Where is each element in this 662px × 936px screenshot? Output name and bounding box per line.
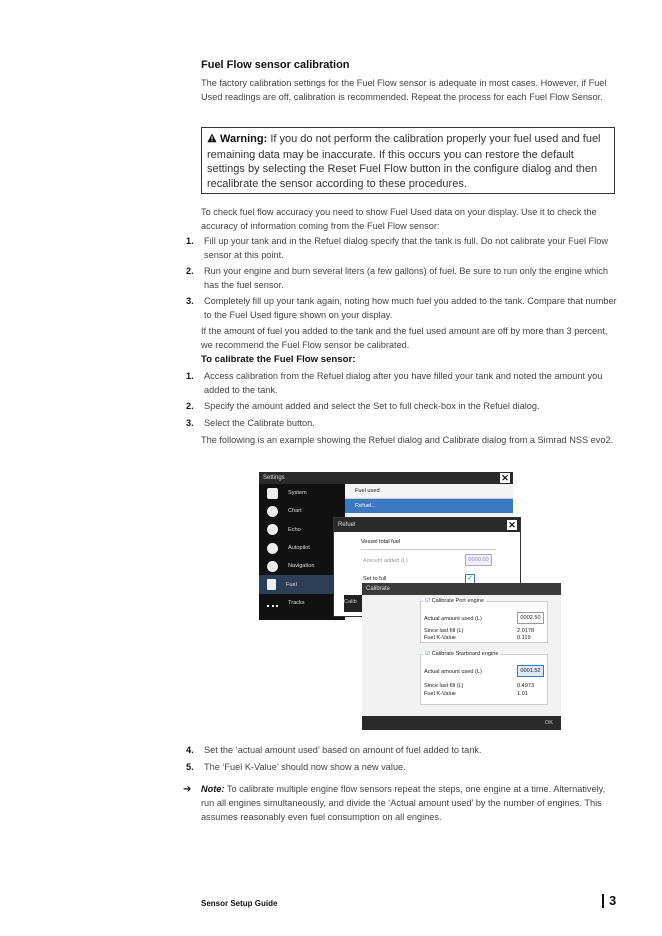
port-actual-label: Actual amount used (L): [424, 616, 482, 622]
refuel-group-label: Vessel total fuel: [361, 539, 401, 545]
amount-added-input[interactable]: 0000.00: [465, 554, 492, 566]
close-icon[interactable]: ✕: [508, 520, 516, 530]
globe-icon: [267, 506, 278, 517]
list-item: 1. Access calibration from the Refuel dialog after you have filled your tank and noted the amount you added to the tank.: [186, 371, 603, 395]
arrow-right-icon: ➔: [183, 784, 192, 795]
ok-button[interactable]: OK: [544, 720, 553, 726]
sidebar-item-autopilot[interactable]: Autopilot: [259, 539, 345, 557]
port-engine-group: [420, 598, 548, 643]
tracks-icon: [267, 599, 278, 607]
starboard-since-label: Since last fill (L): [424, 683, 464, 689]
panel-item-fuel-used[interactable]: Fuel used: [345, 484, 513, 499]
port-actual-input[interactable]: 0002.50: [517, 612, 544, 624]
note-text: To calibrate multiple engine flow sensors repeat the steps, one engine at a time. Alternatively, run all engines simultaneously, and divide the ‘Actual amount used’ by the number of engines. This assumes reasonably even fuel consumption on all engines.: [201, 784, 606, 822]
calibrate-title: Calibrate: [366, 586, 391, 592]
section-title: Fuel Flow sensor calibration: [201, 59, 350, 71]
note: [201, 782, 617, 824]
warning-text: If you do not perform the calibration properly your fuel used and fuel remaining data may be inaccurate. If this occurs you can restore the default settings by selecting the Reset Fuel Flow button in the configure dialog and then recalibrate the sensor according to these procedures.: [207, 133, 601, 190]
list-item: 3. Completely fill up your tank again, noting how much fuel you added to the tank. Compare that number to the Fuel Used figure shown on your display.: [186, 296, 617, 320]
compass-icon: [267, 561, 278, 572]
settings-title: Settings: [263, 475, 285, 481]
calibrate-steps-list: [186, 370, 620, 433]
calibrate-heading: To calibrate the Fuel Flow sensor:: [201, 354, 356, 365]
warning-label: Warning:: [220, 133, 268, 145]
section-intro: The factory calibration settings for the Fuel Flow sensor is adequate in most cases. However, if Fuel Used readings are off, calibration is recommended. Repeat the process for each Fuel Flow Sensor.: [201, 78, 607, 102]
set-full-label: Set to full: [363, 576, 387, 582]
set-full-checkbox[interactable]: ✓: [465, 574, 475, 584]
check-intro: To check fuel flow accuracy you need to show Fuel Used data on your display. Use it to check the accuracy of information coming from the Fuel Flow sensor:: [201, 207, 597, 231]
sidebar-item-fuel[interactable]: Fuel: [259, 575, 345, 593]
port-engine-check[interactable]: ☑ Calibrate Port engine: [425, 598, 485, 604]
sidebar-item-tracks[interactable]: Tracks: [259, 594, 345, 612]
device-screenshot: [259, 472, 561, 730]
note-label: Note:: [201, 784, 225, 794]
port-k-value: 0.119: [517, 635, 531, 641]
panel-item-refuel[interactable]: Refuel...: [345, 499, 513, 513]
footer-guide-title: Sensor Setup Guide: [201, 899, 278, 908]
gear-icon: [267, 488, 278, 499]
starboard-actual-label: Actual amount used (L): [424, 669, 482, 675]
list-item: 4. Set the ‘actual amount used’ based on amount of fuel added to tank.: [186, 745, 482, 755]
sidebar-item-navigation[interactable]: Navigation: [259, 557, 345, 575]
refuel-titlebar: [334, 518, 520, 532]
warning-icon: [207, 133, 217, 148]
example-intro: The following is an example showing the Refuel dialog and Calibrate dialog from a Simrad NSS evo2.: [201, 435, 614, 445]
sidebar-item-system[interactable]: System: [259, 484, 345, 502]
settings-titlebar: [259, 472, 513, 484]
calibrate-button-stub[interactable]: Calib: [344, 595, 364, 612]
list-item: 5. The ‘Fuel K-Value’ should now show a new value.: [186, 761, 406, 772]
refuel-title: Refuel: [338, 522, 356, 528]
divider: [361, 549, 496, 550]
calibrate-footer: [362, 716, 561, 730]
warning-box: [201, 127, 615, 194]
starboard-engine-check[interactable]: ☑ Calibrate Starboard engine: [425, 651, 499, 657]
echo-icon: [267, 524, 278, 535]
sidebar-item-echo[interactable]: Echo: [259, 521, 345, 539]
list-item: 2. Specify the amount added and select the Set to full check-box in the Refuel dialog.: [186, 401, 540, 411]
calibrate-dialog: [362, 583, 561, 730]
starboard-since-value: 0.4973: [517, 683, 535, 689]
starboard-k-value: 1.01: [517, 691, 528, 697]
amount-added-label: Amount added (L): [363, 558, 408, 564]
calibrate-titlebar: [362, 583, 561, 595]
port-since-value: 2.0178: [517, 628, 535, 634]
list-item: 3. Select the Calibrate button.: [186, 417, 315, 428]
port-k-label: Fuel K-Value: [424, 635, 456, 641]
check-steps-list: [186, 235, 620, 325]
close-icon[interactable]: ✕: [501, 473, 509, 483]
final-steps-list: [186, 744, 620, 777]
list-item: 2. Run your engine and burn several liters (a few gallons) of fuel. Be sure to run only the engine which has the fuel sensor.: [186, 266, 608, 290]
port-since-label: Since last fill (L): [424, 628, 464, 634]
starboard-actual-input[interactable]: 0001.52: [517, 665, 544, 677]
starboard-k-label: Fuel K-Value: [424, 691, 456, 697]
sidebar-item-chart[interactable]: Chart: [259, 502, 345, 520]
page-number: 3: [602, 894, 616, 908]
check-outro: If the amount of fuel you added to the tank and the fuel used amount are off by more than 3 percent, we recommend the Fuel Flow sensor be calibrated.: [201, 326, 608, 350]
fuel-icon: [267, 579, 276, 590]
list-item: 1. Fill up your tank and in the Refuel dialog specify that the tank is full. Do not calibrate your Fuel Flow sensor at this point.: [186, 236, 608, 260]
starboard-engine-group: [420, 651, 548, 705]
helm-icon: [267, 543, 278, 554]
